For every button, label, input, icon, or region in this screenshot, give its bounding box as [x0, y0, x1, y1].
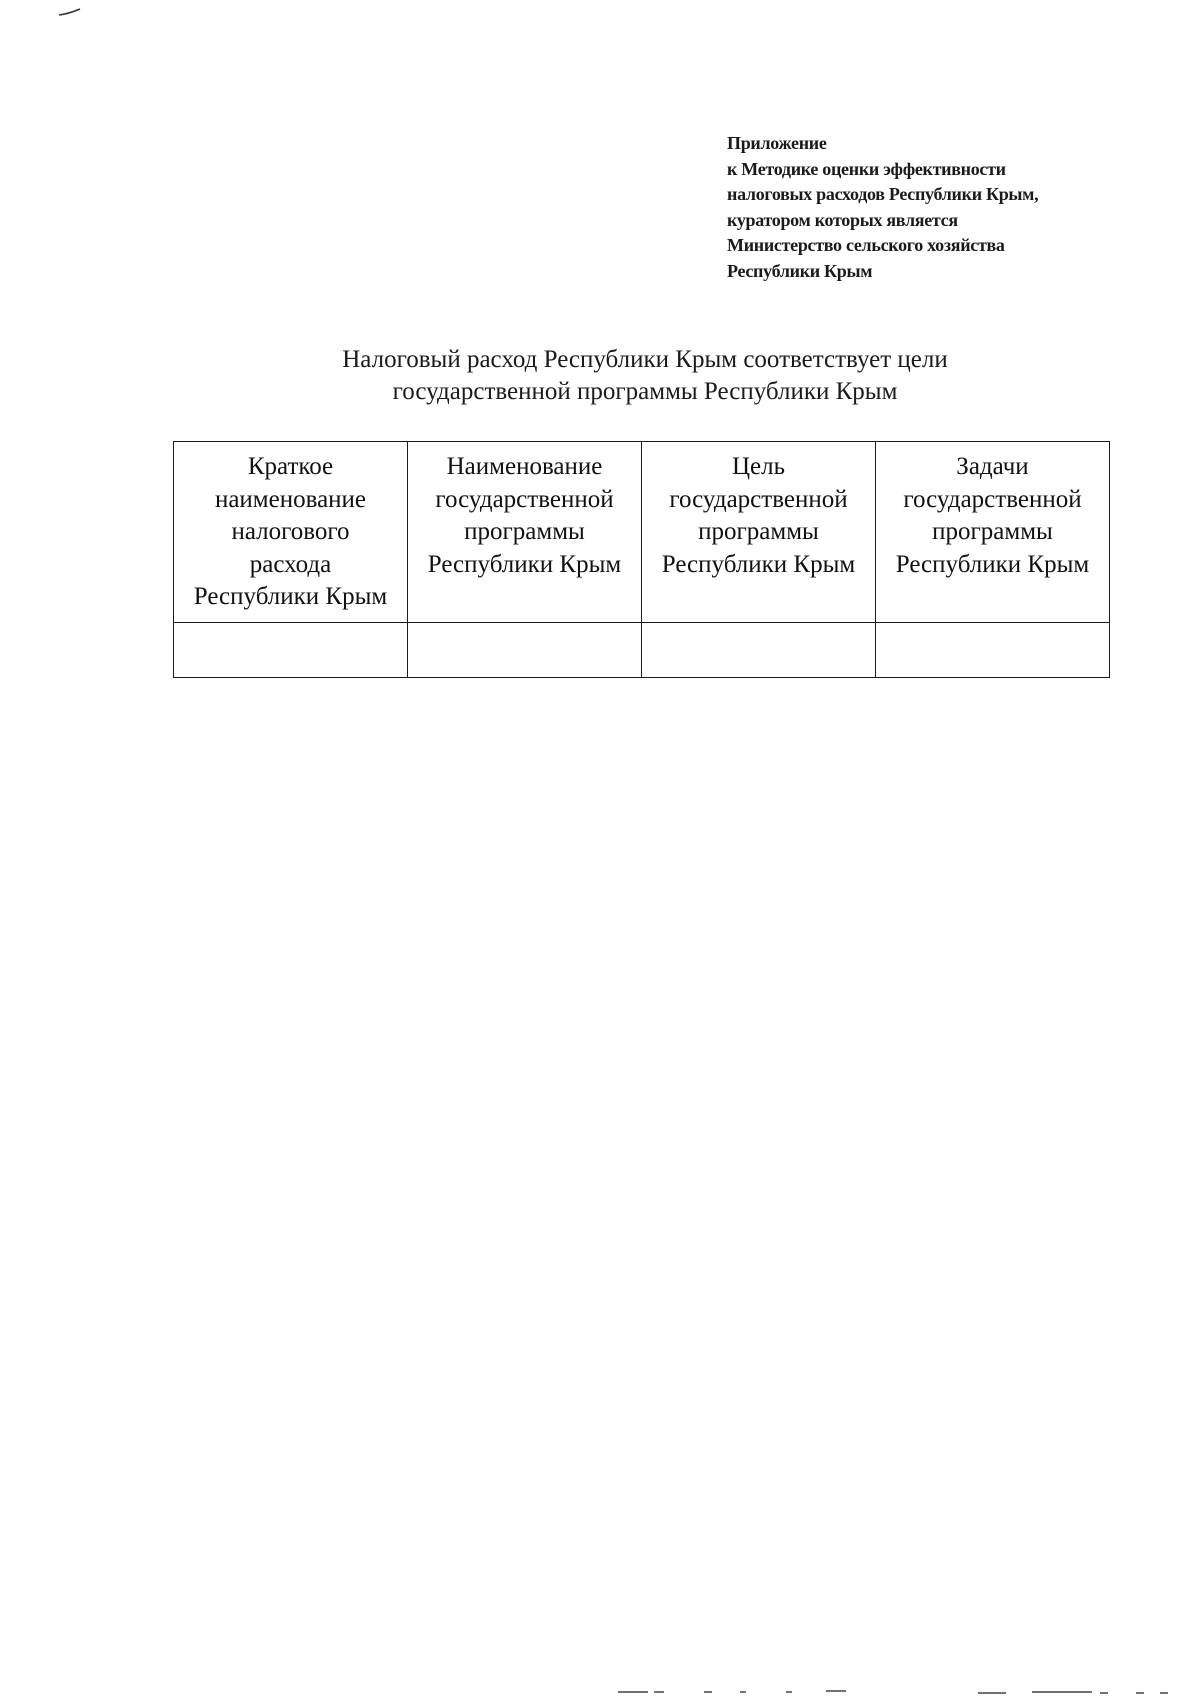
header-line: Республики Крым	[895, 550, 1090, 578]
header-line: Наименование	[446, 453, 603, 480]
header-line: расхода	[249, 550, 332, 578]
table-cell	[408, 623, 642, 678]
table-row	[174, 623, 1110, 678]
scan-artifact-footer	[0, 1688, 1200, 1698]
appendix-line: куратором которых является	[727, 209, 958, 230]
appendix-line: Республики Крым	[727, 260, 873, 281]
table-cell	[642, 623, 876, 678]
appendix-note	[727, 131, 1147, 284]
table-cell	[174, 623, 408, 678]
header-line: Республики Крым	[193, 583, 388, 610]
column-header-program-tasks	[876, 442, 1110, 623]
appendix-line: Министерство сельского хозяйства	[727, 235, 1005, 255]
scan-artifact-mark	[58, 8, 82, 18]
header-line: государственной	[435, 485, 614, 513]
header-line: налогового	[231, 518, 350, 545]
tax-expense-table	[173, 441, 1110, 678]
table-header-row	[174, 442, 1110, 623]
header-line: Краткое	[247, 453, 334, 480]
header-line: наименование	[214, 485, 367, 513]
appendix-line: к Методике оценки эффективности	[727, 158, 1006, 179]
header-line: государственной	[903, 485, 1082, 513]
column-header-program-goal	[642, 442, 876, 623]
title-line: Налоговый расход Республики Крым соответствует цели	[342, 346, 948, 373]
header-line: Республики Крым	[661, 550, 856, 578]
header-line: Задачи	[956, 453, 1029, 480]
appendix-line: Приложение	[727, 133, 827, 153]
column-header-program-name	[408, 442, 642, 623]
header-line: программы	[464, 518, 585, 545]
table-cell	[876, 623, 1110, 678]
appendix-line: налоговых расходов Республики Крым,	[727, 184, 1039, 204]
column-header-short-name	[174, 442, 408, 623]
header-line: государственной	[669, 485, 848, 513]
header-line: программы	[698, 518, 819, 545]
header-line: Цель	[731, 453, 786, 480]
document-title	[175, 344, 1115, 408]
title-line: государственной программы Республики Крым	[392, 378, 898, 405]
header-line: Республики Крым	[427, 550, 622, 578]
header-line: программы	[932, 518, 1053, 545]
